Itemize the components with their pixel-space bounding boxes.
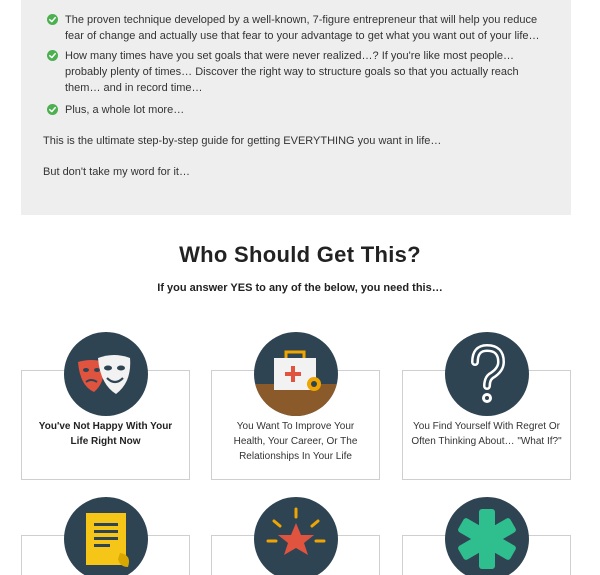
section-title: Who Should Get This? [179, 242, 421, 267]
card-text: You Find Yourself With Regret Or Often Thinking About… "What If?" [411, 421, 562, 447]
check-circle-icon [47, 14, 58, 25]
list-item [47, 102, 547, 118]
question-mark-icon [445, 332, 529, 416]
card-text: You've Not Happy With Your Life Right Now [38, 421, 173, 447]
certificate-scroll-icon [64, 497, 148, 575]
list-item-text: The proven technique developed by a well-known, 7-figure entrepreneur that will help you reduce fear of change and actually use that fear to your advantage to get what you want out of your life… [65, 14, 540, 42]
list-item [47, 12, 547, 44]
ultimate-guide-text: This is the ultimate step-by-step guide for getting EVERYTHING you want in life… [43, 135, 442, 147]
list-item [47, 48, 547, 96]
list-item-text: Plus, a whole lot more… [65, 104, 185, 116]
section-subtitle: If you answer YES to any of the below, you need this… [157, 282, 443, 294]
first-aid-kit-icon [254, 332, 338, 416]
dont-take-my-word-text: But don't take my word for it… [43, 166, 190, 178]
medical-cross-icon [445, 497, 529, 575]
check-circle-icon [47, 104, 58, 115]
card-text: You Want To Improve Your Health, Your Career, Or The Relationships In Your Life [233, 421, 358, 462]
check-circle-icon [47, 50, 58, 61]
star-burst-icon [254, 497, 338, 575]
list-item-text: How many times have you set goals that were never realized…? If you're like most people… probably plenty of times… Discover the right way to structure goals so that you actually reach them… and in record time… [65, 50, 519, 94]
theater-masks-icon [64, 332, 148, 416]
